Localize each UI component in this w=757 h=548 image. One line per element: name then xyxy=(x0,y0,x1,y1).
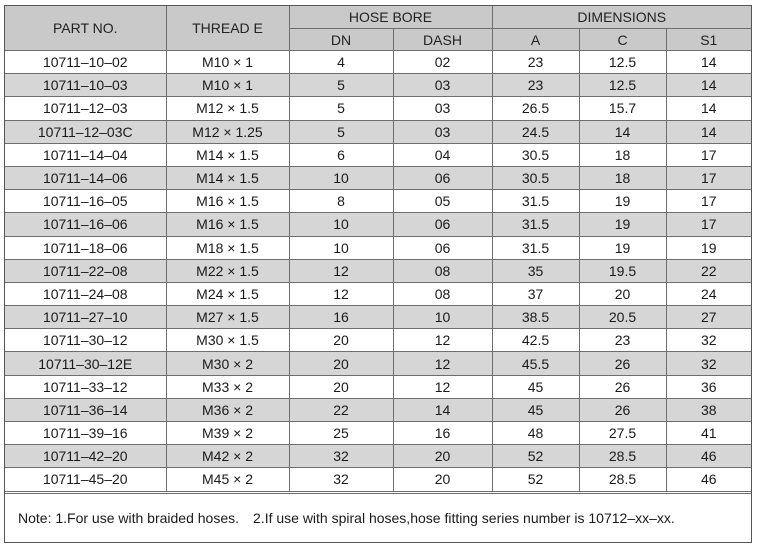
cell-part: 10711–12–03 xyxy=(5,97,166,120)
cell-c: 19 xyxy=(579,190,666,213)
cell-s1: 32 xyxy=(666,329,751,352)
cell-dash: 14 xyxy=(393,398,492,421)
cell-a: 30.5 xyxy=(492,143,579,166)
cell-part: 10711–14–06 xyxy=(5,166,166,189)
cell-a: 37 xyxy=(492,282,579,305)
cell-part: 10711–18–06 xyxy=(5,236,166,259)
table-row xyxy=(5,143,751,166)
cell-thread: M27 × 1.5 xyxy=(166,306,289,329)
cell-a: 45.5 xyxy=(492,352,579,375)
cell-part: 10711–39–16 xyxy=(5,422,166,445)
cell-a: 31.5 xyxy=(492,213,579,236)
cell-thread: M18 × 1.5 xyxy=(166,236,289,259)
cell-dash: 03 xyxy=(393,74,492,97)
cell-s1: 22 xyxy=(666,259,751,282)
cell-dn: 8 xyxy=(289,190,393,213)
cell-dn: 16 xyxy=(289,306,393,329)
cell-c: 19 xyxy=(579,213,666,236)
table-row xyxy=(5,74,751,97)
cell-dash: 05 xyxy=(393,190,492,213)
cell-s1: 14 xyxy=(666,97,751,120)
cell-part: 10711–27–10 xyxy=(5,306,166,329)
cell-c: 12.5 xyxy=(579,74,666,97)
header-a: A xyxy=(492,29,579,51)
cell-part: 10711–10–02 xyxy=(5,51,166,74)
cell-c: 28.5 xyxy=(579,445,666,468)
cell-s1: 17 xyxy=(666,213,751,236)
cell-dash: 02 xyxy=(393,51,492,74)
cell-dash: 03 xyxy=(393,120,492,143)
cell-dash: 10 xyxy=(393,306,492,329)
cell-dn: 32 xyxy=(289,468,393,491)
cell-a: 45 xyxy=(492,398,579,421)
cell-thread: M14 × 1.5 xyxy=(166,143,289,166)
cell-a: 52 xyxy=(492,445,579,468)
cell-part: 10711–24–08 xyxy=(5,282,166,305)
cell-c: 20 xyxy=(579,282,666,305)
table-row xyxy=(5,468,751,491)
cell-dash: 06 xyxy=(393,236,492,259)
cell-part: 10711–22–08 xyxy=(5,259,166,282)
cell-s1: 27 xyxy=(666,306,751,329)
cell-thread: M30 × 2 xyxy=(166,352,289,375)
cell-dash: 08 xyxy=(393,282,492,305)
cell-thread: M30 × 1.5 xyxy=(166,329,289,352)
cell-thread: M22 × 1.5 xyxy=(166,259,289,282)
cell-part: 10711–30–12E xyxy=(5,352,166,375)
header-part-no: PART NO. xyxy=(5,6,166,51)
table-row xyxy=(5,352,751,375)
table-row xyxy=(5,445,751,468)
table-row xyxy=(5,97,751,120)
cell-part: 10711–16–05 xyxy=(5,190,166,213)
header-dimensions: DIMENSIONS xyxy=(492,6,751,29)
cell-dash: 03 xyxy=(393,97,492,120)
cell-c: 26 xyxy=(579,352,666,375)
cell-dn: 10 xyxy=(289,166,393,189)
table-row xyxy=(5,259,751,282)
footnote-part-1: Note: 1.For use with braided hoses. xyxy=(18,510,240,526)
cell-s1: 36 xyxy=(666,375,751,398)
cell-thread: M12 × 1.25 xyxy=(166,120,289,143)
cell-s1: 24 xyxy=(666,282,751,305)
cell-c: 15.7 xyxy=(579,97,666,120)
cell-thread: M14 × 1.5 xyxy=(166,166,289,189)
cell-c: 23 xyxy=(579,329,666,352)
cell-a: 23 xyxy=(492,74,579,97)
cell-a: 42.5 xyxy=(492,329,579,352)
cell-s1: 17 xyxy=(666,143,751,166)
cell-a: 31.5 xyxy=(492,190,579,213)
cell-c: 26 xyxy=(579,398,666,421)
cell-a: 23 xyxy=(492,51,579,74)
cell-dn: 22 xyxy=(289,398,393,421)
cell-a: 45 xyxy=(492,375,579,398)
cell-dn: 20 xyxy=(289,329,393,352)
cell-s1: 38 xyxy=(666,398,751,421)
cell-c: 28.5 xyxy=(579,468,666,491)
cell-thread: M33 × 2 xyxy=(166,375,289,398)
cell-a: 35 xyxy=(492,259,579,282)
cell-part: 10711–12–03C xyxy=(5,120,166,143)
cell-s1: 19 xyxy=(666,236,751,259)
cell-part: 10711–30–12 xyxy=(5,329,166,352)
cell-a: 30.5 xyxy=(492,166,579,189)
table-row xyxy=(5,422,751,445)
cell-a: 26.5 xyxy=(492,97,579,120)
cell-part: 10711–33–12 xyxy=(5,375,166,398)
cell-dash: 12 xyxy=(393,352,492,375)
cell-part: 10711–16–06 xyxy=(5,213,166,236)
cell-dn: 5 xyxy=(289,74,393,97)
cell-c: 12.5 xyxy=(579,51,666,74)
table-row xyxy=(5,375,751,398)
cell-a: 52 xyxy=(492,468,579,491)
cell-dn: 20 xyxy=(289,352,393,375)
cell-c: 26 xyxy=(579,375,666,398)
cell-s1: 14 xyxy=(666,120,751,143)
cell-dash: 20 xyxy=(393,468,492,491)
cell-thread: M10 × 1 xyxy=(166,51,289,74)
cell-s1: 32 xyxy=(666,352,751,375)
cell-thread: M16 × 1.5 xyxy=(166,213,289,236)
cell-c: 20.5 xyxy=(579,306,666,329)
cell-a: 48 xyxy=(492,422,579,445)
cell-c: 18 xyxy=(579,166,666,189)
table-row xyxy=(5,398,751,421)
table-row xyxy=(5,166,751,189)
table-row xyxy=(5,329,751,352)
table-row xyxy=(5,120,751,143)
cell-part: 10711–36–14 xyxy=(5,398,166,421)
cell-dash: 08 xyxy=(393,259,492,282)
cell-thread: M39 × 2 xyxy=(166,422,289,445)
cell-dash: 12 xyxy=(393,329,492,352)
cell-s1: 14 xyxy=(666,74,751,97)
cell-thread: M24 × 1.5 xyxy=(166,282,289,305)
cell-thread: M10 × 1 xyxy=(166,74,289,97)
footnote-part-2: 2.If use with spiral hoses,hose fitting series number is 10712–xx–xx. xyxy=(253,510,675,526)
cell-c: 18 xyxy=(579,143,666,166)
cell-dn: 20 xyxy=(289,375,393,398)
cell-s1: 46 xyxy=(666,445,751,468)
cell-thread: M12 × 1.5 xyxy=(166,97,289,120)
cell-part: 10711–14–04 xyxy=(5,143,166,166)
header-thread: THREAD E xyxy=(166,6,289,51)
cell-dn: 32 xyxy=(289,445,393,468)
cell-a: 38.5 xyxy=(492,306,579,329)
cell-dn: 5 xyxy=(289,97,393,120)
cell-dash: 20 xyxy=(393,445,492,468)
cell-thread: M45 × 2 xyxy=(166,468,289,491)
cell-dash: 06 xyxy=(393,166,492,189)
cell-c: 19.5 xyxy=(579,259,666,282)
table-row xyxy=(5,190,751,213)
header-dn: DN xyxy=(289,29,393,51)
cell-c: 14 xyxy=(579,120,666,143)
header-s1: S1 xyxy=(666,29,751,51)
table-body xyxy=(5,51,751,492)
cell-dn: 10 xyxy=(289,213,393,236)
cell-dash: 16 xyxy=(393,422,492,445)
table-row xyxy=(5,282,751,305)
cell-s1: 17 xyxy=(666,166,751,189)
cell-thread: M16 × 1.5 xyxy=(166,190,289,213)
cell-part: 10711–42–20 xyxy=(5,445,166,468)
footnote xyxy=(5,493,751,542)
cell-s1: 41 xyxy=(666,422,751,445)
cell-part: 10711–10–03 xyxy=(5,74,166,97)
cell-dn: 25 xyxy=(289,422,393,445)
cell-dn: 10 xyxy=(289,236,393,259)
table-row xyxy=(5,236,751,259)
cell-a: 31.5 xyxy=(492,236,579,259)
cell-dash: 06 xyxy=(393,213,492,236)
cell-thread: M36 × 2 xyxy=(166,398,289,421)
cell-s1: 17 xyxy=(666,190,751,213)
cell-part: 10711–45–20 xyxy=(5,468,166,491)
cell-dn: 6 xyxy=(289,143,393,166)
header-dash: DASH xyxy=(393,29,492,51)
header-c: C xyxy=(579,29,666,51)
cell-dn: 12 xyxy=(289,282,393,305)
cell-a: 24.5 xyxy=(492,120,579,143)
table-row xyxy=(5,213,751,236)
cell-thread: M42 × 2 xyxy=(166,445,289,468)
cell-dash: 04 xyxy=(393,143,492,166)
cell-dash: 12 xyxy=(393,375,492,398)
cell-dn: 4 xyxy=(289,51,393,74)
hose-fitting-table xyxy=(5,6,751,492)
cell-s1: 46 xyxy=(666,468,751,491)
header-hose-bore: HOSE BORE xyxy=(289,6,492,29)
cell-s1: 14 xyxy=(666,51,751,74)
cell-dn: 12 xyxy=(289,259,393,282)
cell-dn: 5 xyxy=(289,120,393,143)
spec-sheet xyxy=(4,5,752,543)
table-row xyxy=(5,51,751,74)
cell-c: 27.5 xyxy=(579,422,666,445)
cell-c: 19 xyxy=(579,236,666,259)
table-row xyxy=(5,306,751,329)
